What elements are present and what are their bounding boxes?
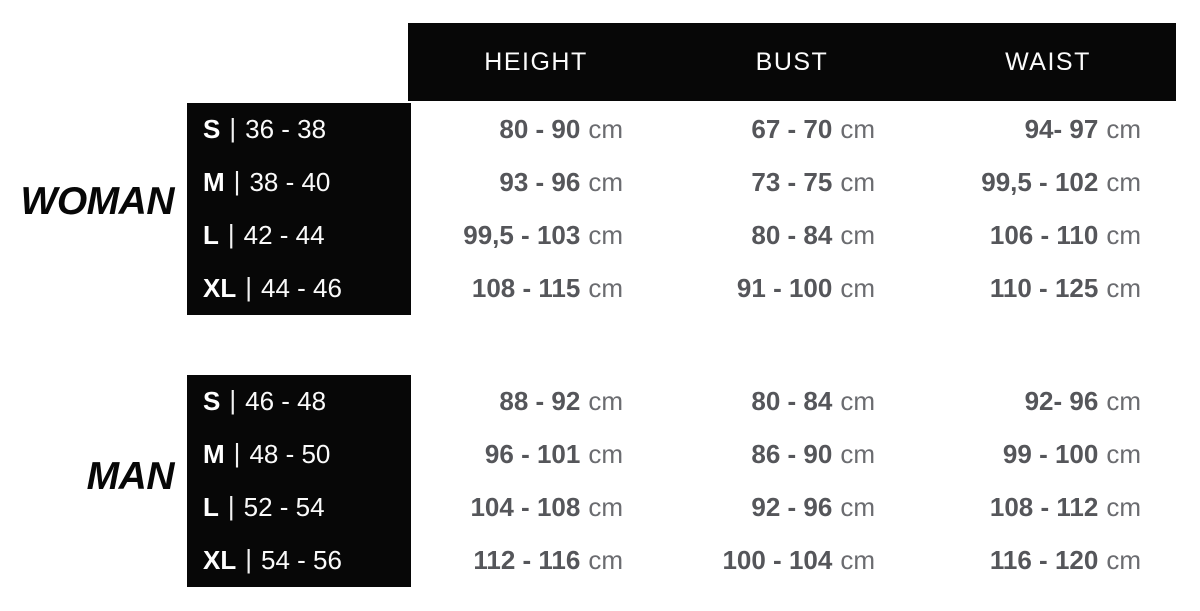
unit-label: cm [1106, 545, 1141, 575]
size-cell [187, 103, 411, 156]
table-row-woman-s [187, 103, 1176, 156]
size-range: 42 - 44 [243, 220, 325, 250]
bust-value: 86 - 90 [751, 439, 833, 469]
unit-label: cm [840, 273, 875, 303]
table-row-man-xl [187, 534, 1176, 587]
height-cell [411, 534, 664, 587]
height-cell [411, 428, 664, 481]
unit-label: cm [588, 439, 623, 469]
height-cell [411, 481, 664, 534]
waist-value: 116 - 120 [989, 545, 1099, 575]
size-range: 36 - 38 [245, 114, 327, 144]
size-letter: S [203, 114, 221, 144]
unit-label: cm [588, 220, 623, 250]
bust-value: 91 - 100 [736, 273, 833, 303]
height-value: 96 - 101 [484, 439, 581, 469]
waist-value: 106 - 110 [989, 220, 1099, 250]
waist-cell [920, 375, 1176, 428]
size-letter: L [203, 220, 219, 250]
bust-value: 67 - 70 [751, 114, 833, 144]
column-header-height: HEIGHT [484, 47, 588, 76]
bust-value: 73 - 75 [751, 167, 833, 197]
bust-cell [664, 375, 920, 428]
height-value: 112 - 116 [473, 545, 581, 575]
size-cell [187, 428, 411, 481]
unit-label: cm [840, 114, 875, 144]
bust-value: 80 - 84 [751, 386, 833, 416]
size-range: 54 - 56 [261, 545, 342, 575]
size-separator: | [233, 166, 241, 196]
table-header [408, 23, 1176, 101]
unit-label: cm [840, 492, 875, 522]
unit-label: cm [840, 220, 875, 250]
waist-value: 108 - 112 [989, 492, 1099, 522]
size-separator: | [227, 491, 235, 521]
table-row-woman-xl [187, 262, 1176, 315]
woman-size-table [187, 103, 1176, 315]
size-letter: XL [203, 545, 237, 575]
unit-label: cm [1106, 114, 1141, 144]
waist-value: 99,5 - 102 [981, 167, 1099, 197]
size-range: 44 - 46 [261, 273, 342, 303]
size-separator: | [245, 544, 252, 574]
waist-value: 94- 97 [1024, 114, 1099, 144]
size-cell [187, 209, 411, 262]
unit-label: cm [1106, 167, 1141, 197]
size-cell [187, 262, 411, 315]
unit-label: cm [840, 167, 875, 197]
unit-label: cm [1106, 273, 1141, 303]
bust-cell [664, 262, 920, 315]
waist-cell [920, 156, 1176, 209]
bust-cell [664, 428, 920, 481]
size-range: 38 - 40 [249, 167, 331, 197]
size-separator: | [229, 113, 237, 143]
height-value: 93 - 96 [499, 167, 581, 197]
unit-label: cm [840, 439, 875, 469]
size-cell [187, 375, 411, 428]
table-row-woman-l [187, 209, 1176, 262]
size-letter: M [203, 439, 225, 469]
group-label-woman: WOMAN [20, 180, 174, 223]
waist-value: 92- 96 [1024, 386, 1099, 416]
unit-label: cm [840, 386, 875, 416]
waist-value: 110 - 125 [989, 273, 1099, 303]
man-size-table [187, 375, 1176, 587]
bust-cell [664, 209, 920, 262]
unit-label: cm [1106, 439, 1141, 469]
unit-label: cm [588, 386, 623, 416]
size-range: 52 - 54 [243, 492, 325, 522]
table-row-man-s [187, 375, 1176, 428]
waist-value: 99 - 100 [1002, 439, 1099, 469]
waist-cell [920, 428, 1176, 481]
size-separator: | [227, 219, 235, 249]
unit-label: cm [1106, 386, 1141, 416]
size-letter: XL [203, 273, 237, 303]
unit-label: cm [588, 492, 623, 522]
bust-cell [664, 103, 920, 156]
height-cell [411, 156, 664, 209]
unit-label: cm [588, 114, 623, 144]
size-cell [187, 534, 411, 587]
size-letter: L [203, 492, 219, 522]
height-value: 80 - 90 [499, 114, 581, 144]
height-value: 104 - 108 [470, 492, 581, 522]
column-header-waist: WAIST [1005, 47, 1091, 76]
height-cell [411, 209, 664, 262]
unit-label: cm [840, 545, 875, 575]
height-cell [411, 262, 664, 315]
unit-label: cm [588, 545, 623, 575]
column-header-bust: BUST [755, 47, 829, 76]
waist-cell [920, 209, 1176, 262]
unit-label: cm [588, 167, 623, 197]
unit-label: cm [1106, 492, 1141, 522]
bust-cell [664, 481, 920, 534]
size-separator: | [229, 385, 237, 415]
bust-cell [664, 156, 920, 209]
waist-cell [920, 262, 1176, 315]
size-letter: S [203, 386, 221, 416]
waist-cell [920, 534, 1176, 587]
size-separator: | [245, 272, 252, 302]
table-row-man-l [187, 481, 1176, 534]
unit-label: cm [1106, 220, 1141, 250]
waist-cell [920, 481, 1176, 534]
height-value: 99,5 - 103 [463, 220, 581, 250]
size-cell [187, 481, 411, 534]
size-range: 46 - 48 [245, 386, 327, 416]
size-separator: | [233, 438, 241, 468]
table-row-woman-m [187, 156, 1176, 209]
height-value: 88 - 92 [499, 386, 581, 416]
group-label-man: MAN [86, 455, 174, 498]
unit-label: cm [588, 273, 623, 303]
table-row-man-m [187, 428, 1176, 481]
size-range: 48 - 50 [249, 439, 331, 469]
bust-cell [664, 534, 920, 587]
height-cell [411, 103, 664, 156]
bust-value: 92 - 96 [751, 492, 833, 522]
bust-value: 80 - 84 [751, 220, 833, 250]
height-cell [411, 375, 664, 428]
bust-value: 100 - 104 [722, 545, 833, 575]
size-cell [187, 156, 411, 209]
size-letter: M [203, 167, 225, 197]
waist-cell [920, 103, 1176, 156]
height-value: 108 - 115 [471, 273, 581, 303]
